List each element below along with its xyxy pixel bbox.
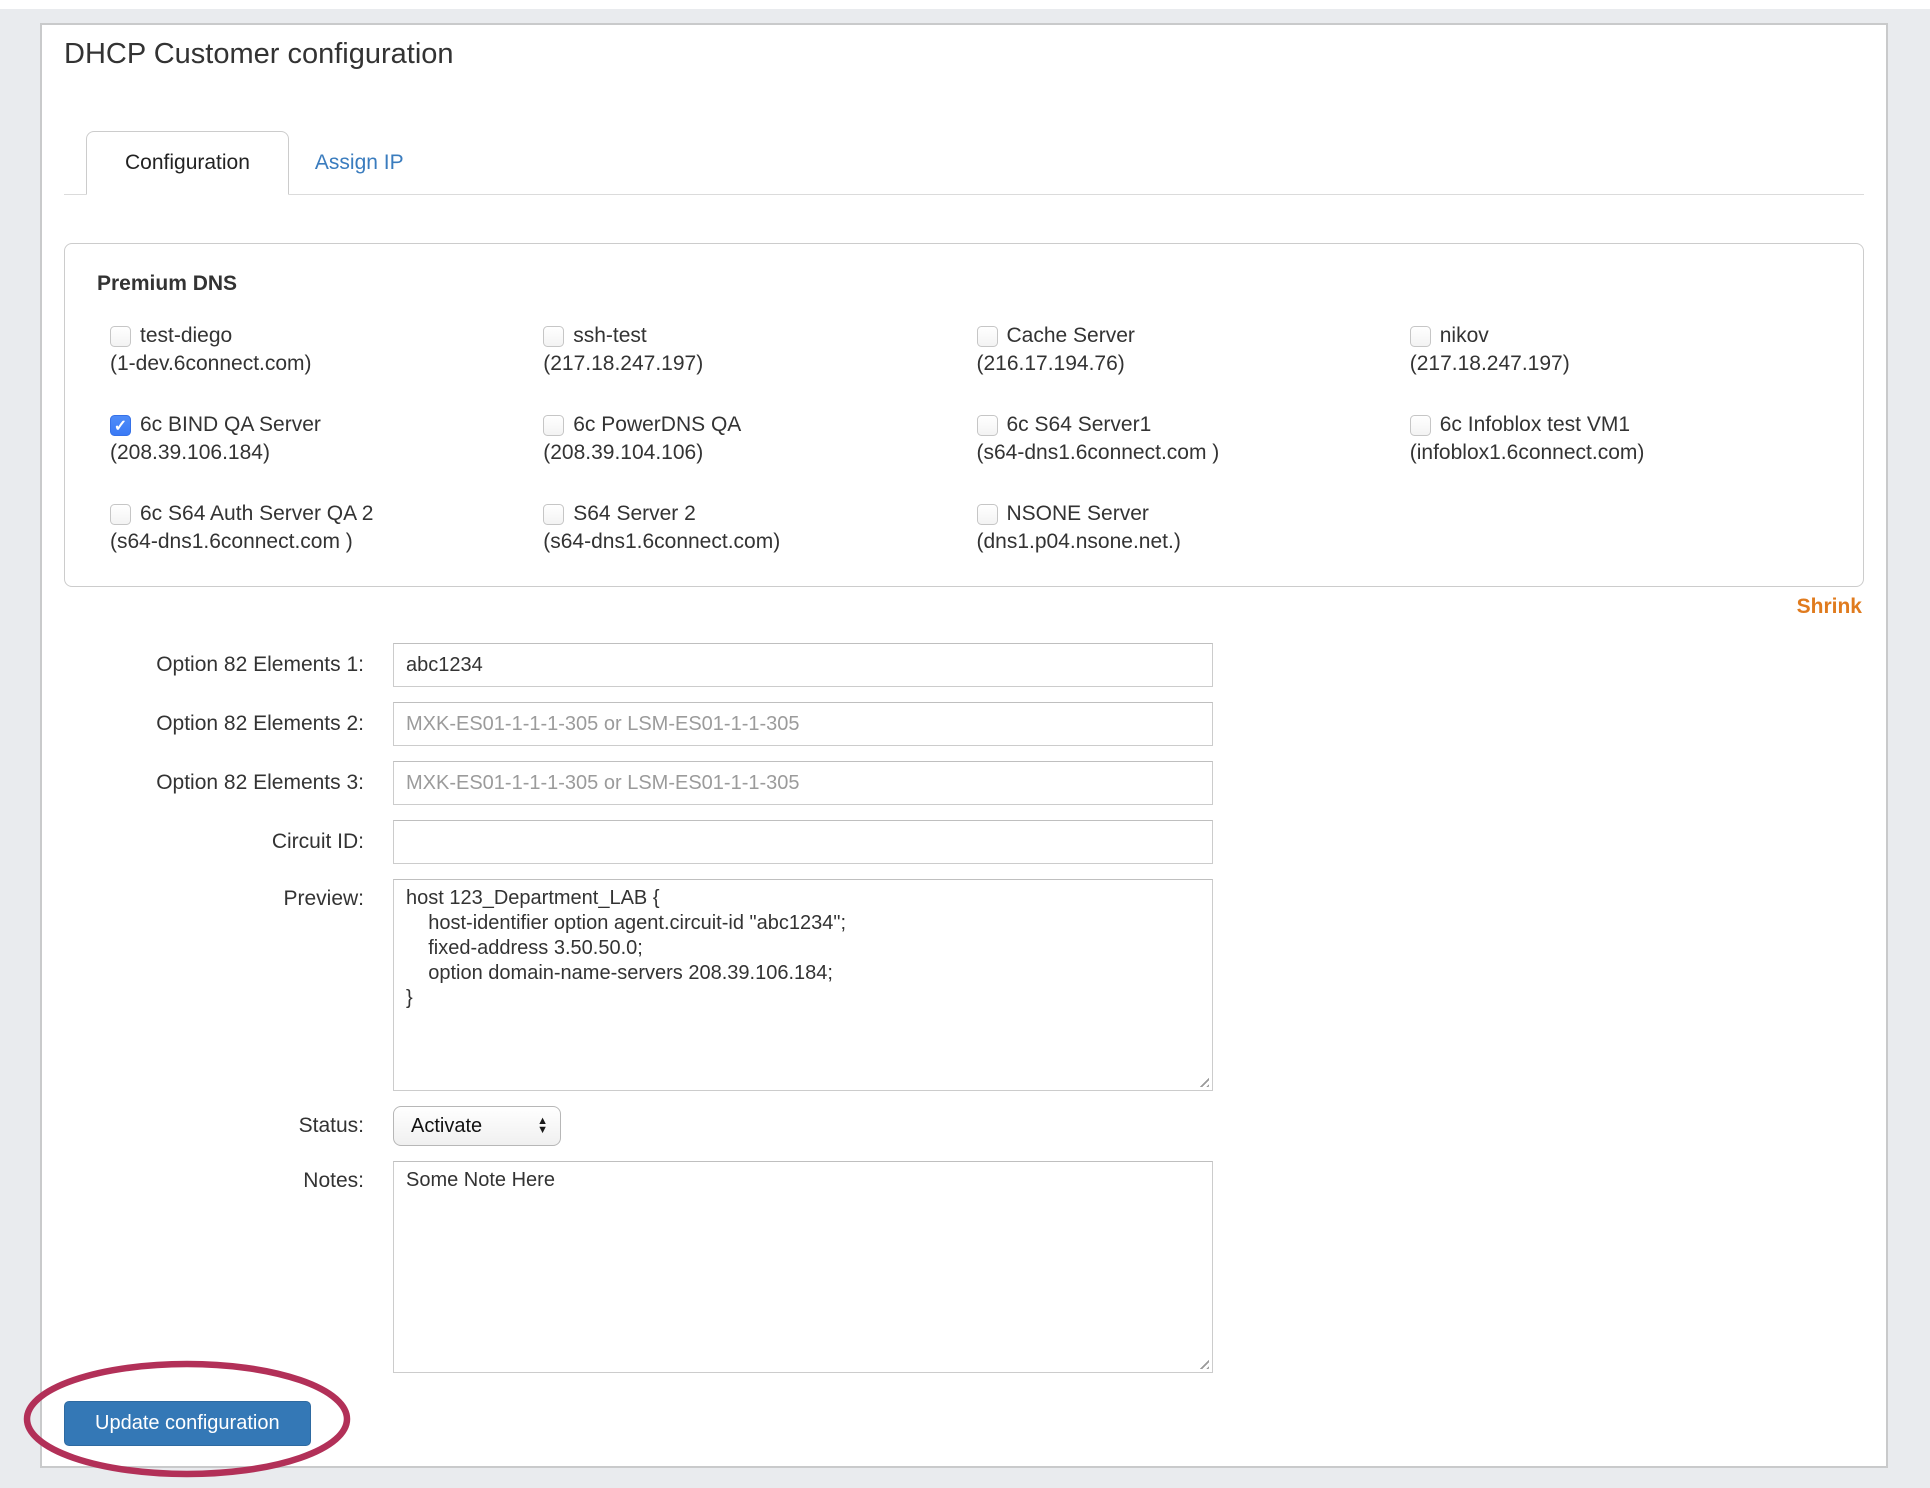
option82-2-input[interactable] [393,702,1213,746]
dns-checkbox[interactable] [543,415,564,436]
premium-dns-heading: Premium DNS [97,272,238,295]
dns-server-host: (208.39.104.106) [543,441,704,464]
dns-server-host: (216.17.194.76) [976,352,1125,375]
dns-server-option[interactable] [977,411,1410,467]
dns-server-host: (s64-dns1.6connect.com) [543,530,781,553]
dns-server-name: Cache Server [1006,324,1135,347]
dns-checkbox[interactable] [977,415,998,436]
status-select[interactable] [393,1106,561,1146]
dns-server-option[interactable] [977,500,1410,556]
dns-checkbox[interactable] [1410,415,1431,436]
dns-server-name: 6c S64 Server1 [1006,413,1152,436]
option82-1-label: Option 82 Elements 1: [156,653,364,676]
dns-checkbox[interactable] [543,326,564,347]
premium-dns-panel [64,243,1864,587]
dns-server-host: (208.39.106.184) [110,441,270,464]
dns-checkbox[interactable] [977,326,998,347]
dns-server-option[interactable] [1410,322,1843,378]
option82-2-label: Option 82 Elements 2: [156,712,364,735]
dns-server-name: 6c Infoblox test VM1 [1439,413,1631,436]
option82-3-label: Option 82 Elements 3: [156,771,364,794]
preview-textarea[interactable] [393,879,1213,1091]
dns-server-name: 6c PowerDNS QA [573,413,742,436]
shrink-link[interactable]: Shrink [1796,595,1862,618]
dns-server-name: ssh-test [573,324,647,347]
dns-checkbox[interactable] [110,326,131,347]
option82-1-input[interactable] [393,643,1213,687]
tab-configuration[interactable]: Configuration [86,131,289,195]
dns-server-host: (infoblox1.6connect.com) [1409,441,1645,464]
dns-server-host: (217.18.247.197) [1409,352,1570,375]
dns-server-name: test-diego [140,324,233,347]
dns-server-option[interactable] [110,411,543,467]
notes-textarea[interactable] [393,1161,1213,1373]
dns-server-host: (217.18.247.197) [543,352,704,375]
dns-server-option[interactable] [543,411,976,467]
tab-assign-ip[interactable]: Assign IP [314,151,404,174]
shrink-row [64,595,1864,619]
circuit-id-input[interactable] [393,820,1213,864]
dns-checkbox[interactable] [110,415,131,436]
status-select-wrap [393,1106,561,1146]
dns-server-name: nikov [1439,324,1489,347]
configuration-form [64,643,1864,1446]
dns-server-option[interactable] [543,322,976,378]
select-up-down-arrows-icon: ▲ ▼ [537,1115,548,1136]
dns-server-option[interactable] [110,500,543,556]
tab-bar [64,130,1864,195]
dhcp-configuration-panel [40,23,1888,1468]
dns-checkbox[interactable] [977,504,998,525]
dns-server-host: (s64-dns1.6connect.com ) [976,441,1220,464]
dns-server-option[interactable] [977,322,1410,378]
dns-server-name: 6c BIND QA Server [140,413,321,436]
dns-server-name: NSONE Server [1006,502,1149,525]
dns-server-host: (dns1.p04.nsone.net.) [976,530,1181,553]
status-label: Status: [298,1114,364,1137]
dns-server-name: 6c S64 Auth Server QA 2 [140,502,374,525]
notes-label: Notes: [303,1169,364,1192]
premium-dns-grid [110,322,1843,556]
dns-server-name: S64 Server 2 [573,502,696,525]
dns-checkbox[interactable] [543,504,564,525]
dns-server-option[interactable] [1410,411,1843,467]
dns-server-host: (s64-dns1.6connect.com ) [110,530,353,553]
submit-row [64,1401,311,1446]
dns-checkbox[interactable] [110,504,131,525]
dns-server-option[interactable] [543,500,976,556]
dns-checkbox[interactable] [1410,326,1431,347]
preview-label: Preview: [283,887,364,910]
option82-3-input[interactable] [393,761,1213,805]
page-top-strip [0,0,1930,9]
dns-server-option[interactable] [110,322,543,378]
dns-server-host: (1-dev.6connect.com) [110,352,312,375]
page-title: DHCP Customer configuration [64,38,454,70]
update-configuration-button[interactable]: Update configuration [64,1401,311,1446]
circuit-id-label: Circuit ID: [271,830,364,853]
